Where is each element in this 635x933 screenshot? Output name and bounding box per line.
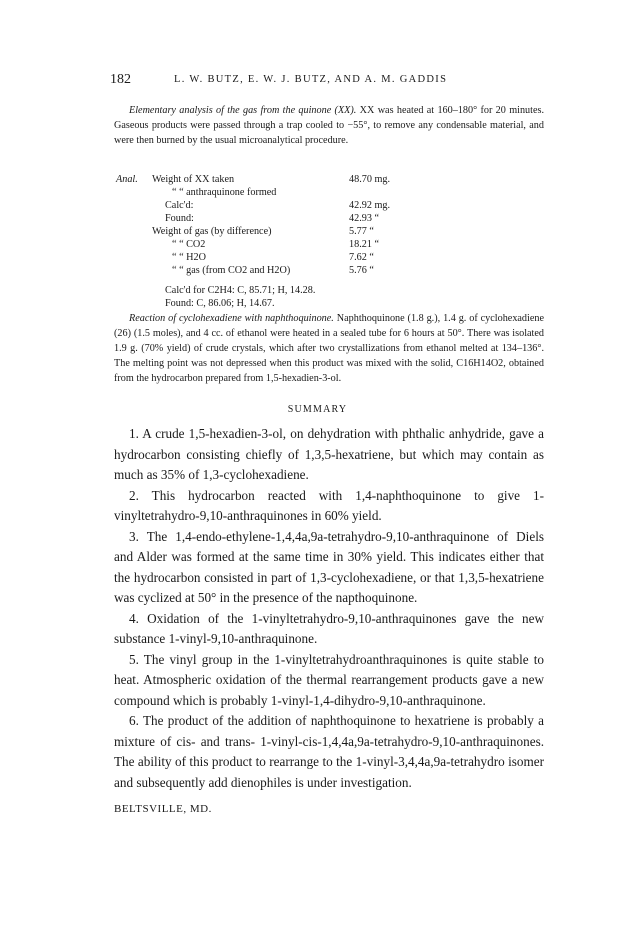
analysis-label: Anal. [116, 174, 138, 185]
reaction-text: Naphthoquinone (1.8 g.), 1.4 g. of cyclohexadiene (26) (1.5 moles), and 4 cc. of ethanol were heated in a sealed tube for 6 hours at 50°. There was isolated 1.9 g. (70% yield) of crude crystals, which after two crystallizations from ethanol melted at 134–136°. The melting point was not depressed when this product was mixed with the solid, C16H14O2, obtained from the hydrocarbon prepared from 1,5-hexadien-3-ol. [114, 313, 544, 384]
page-number: 182 [110, 72, 131, 87]
summary-list [114, 424, 544, 820]
summary-item: 5. The vinyl group in the 1-vinyltetrahydroanthraquinones is quite stable to heat. Atmospheric oxidation of the thermal rearrangement products gave a new compound which is probably 1-vinyl-1,4-dihydro-9,10-anthraquinone. [114, 651, 544, 708]
summary-item: 6. The product of the addition of naphthoquinone to hexatriene is probably a mixture of cis- and trans- 1-vinyl-cis-1,4,4a,9a-tetrahydro-9,10-anthraquinones. The ability of this product to rearrange to the 1-vinyl-3,4,4a,9a-tetrahydro isomer and subsequently add dienophiles is under investigation. [114, 713, 544, 790]
summary-item: 3. The 1,4-endo-ethylene-1,4,4a,9a-tetrahydro-9,10-anthraquinone of Diels and Alder was formed at the same time in 30% yield. This indicates either that the hydrocarbon consisted in part of 1,3-cyclohexadiene, or that 1,3,5-hexatriene was cyclized at 50° in the presence of the napthoquinone. [114, 528, 544, 605]
analysis-row-value: 42.93 “ [349, 213, 379, 224]
summary-item: 4. Oxidation of the 1-vinyltetrahydro-9,10-anthraquinones gave the new substance 1-vinyl-9,10-anthraquinone. [114, 610, 544, 646]
analysis-row-label: Weight of XX taken [152, 174, 235, 185]
analysis-row-label: Weight of gas (by difference) [152, 226, 272, 237]
summary-item: 1. A crude 1,5-hexadien-3-ol, on dehydration with phthalic anhydride, gave a hydrocarbon consisting chiefly of 1,3,5-hexatriene, but which may contain as much as 35% of 1,3-cyclohexadiene. [114, 426, 544, 482]
analysis-row-value: 18.21 “ [349, 239, 379, 250]
calcd-formula: Calc'd for C2H4: C, 85.71; H, 14.28. [165, 285, 316, 296]
analysis-row-value: 48.70 mg. [349, 174, 391, 185]
analysis-row-value: 7.62 “ [349, 252, 374, 263]
analysis-row-label: “ “ CO2 [172, 239, 206, 250]
summary-title: SUMMARY [287, 404, 348, 415]
analysis-row-value: 42.92 mg. [349, 200, 391, 211]
summary-item: 2. This hydrocarbon reacted with 1,4-naphthoquinone to give 1-vinyltetrahydro-9,10-anthraquinones in 60% yield. [114, 487, 544, 523]
elemental-analysis-text: XX was heated at 160–180° for 20 minutes. Gaseous products were passed through a trap cooled to −55°, to remove any condensable material, and were then burned by the usual microanalytical procedure. [114, 105, 544, 146]
found-formula: Found: C, 86.06; H, 14.67. [165, 298, 275, 309]
running-head-authors: L. W. BUTZ, E. W. J. BUTZ, AND A. M. GADDIS [174, 74, 448, 85]
analysis-row-value: 5.77 “ [349, 226, 374, 237]
analysis-row-label: “ “ gas (from CO2 and H2O) [172, 265, 291, 276]
elemental-analysis-paragraph [114, 103, 544, 148]
reaction-paragraph [114, 311, 544, 386]
analysis-row-label: Found: [165, 213, 194, 224]
analysis-row-label: Calc'd: [165, 200, 194, 211]
reaction-heading: Reaction of cyclohexadiene with naphthoquinone. [129, 313, 334, 324]
analysis-row-label: “ “ H2O [172, 252, 206, 263]
elemental-analysis-heading: Elementary analysis of the gas from the quinone (XX). [129, 105, 357, 116]
analysis-row-value: 5.76 “ [349, 265, 374, 276]
location-line: BELTSVILLE, MD. [114, 803, 212, 815]
analysis-row-label: “ “ anthraquinone formed [172, 187, 277, 198]
